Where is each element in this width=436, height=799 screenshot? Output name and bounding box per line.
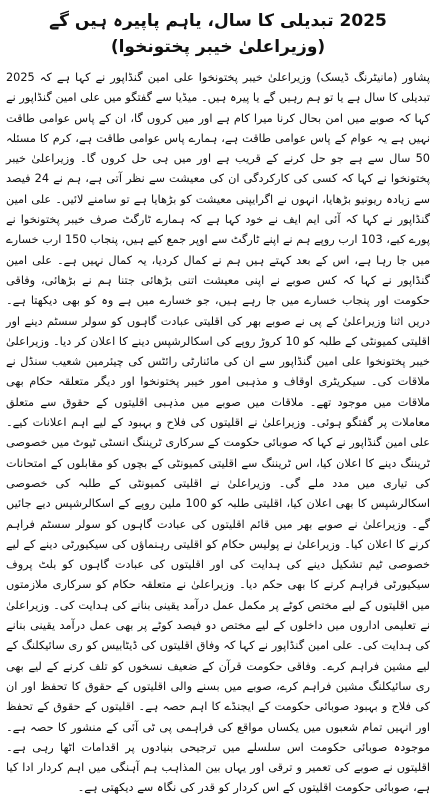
article-body: پشاور (مانیٹرنگ ڈیسک) وزیراعلیٰ خیبر پختونخوا علی امین گنڈاپور نے کہا ہے کہ 2025 تبدیلی کا سال ہے یا تو ہم رہیں گے یا پیرہ ہیں۔ میڈیا سے گفتگو میں علی امین گنڈاپور نے کہا کہ صوبے میں امن بحال کرنا میرا کام ہے اور میں کروں گا، ان کے پاس عوامی طاقت نہیں ہے یہ عوام کے پاس عوامی طاقت ہے، ہمارے پاس عوامی طاقت ہے، کرم کا مسئلہ 50 سال سے ہے جو حل کرنے کے قریب ہے اور میں ہی حل کروں گا۔ وزیراعلیٰ خیبر پختونخوا نے کہا کہ کسی کی کارکردگی ان کی معیشت سے نظر آتی ہے، ہم نے 24 فیصد سے زیادہ ریونیو بڑھایا، انہوں نے اگرایپنی معیشت کو بڑھایا ہے تو سامنے لائیں۔ علی امین گنڈاپور نے کہا کہ آئی ایم ایف نے خود کہا ہے کہ ہمارے ٹارگٹ صرف خیبر پختونخوا نے پورے کیے، 103 ارب روپے ہم نے اپنے ٹارگٹ سے اوپر جمع کیے ہیں، پنجاب 150 ارب خسارے میں جا رہا ہے، اس کے بعد کہتے ہیں ہم نے کمال کردیا، یہ کمال نہیں ہے۔ علی امین گنڈاپور نے کہا کہ کس صوبے نے اپنی معیشت اتنی بڑھائی جتنا ہم نے بڑھائی، وفاقی حکومت اور پنجاب خسارے میں جا رہے ہیں، جو خسارے میں ہے وہ کو بھی دیکھتا ہے۔ دریں اثنا وزیراعلیٰ کے پی نے صوبے بھر کی اقلیتی عبادت گاہوں کو سولر سسٹم دینے اور اقلیتی کمیونٹی کے طلبہ کو 10 کروڑ روپے کی اسکالرشپس دینے کا اعلان کر دیا۔ وزیراعلیٰ خیبر پختونخوا علی امین گنڈاپور سے ان کی مائنارٹی رائٹس کی چیئرمین شعیب سنڈل نے ملاقات کی۔ سیکریٹری اوقاف و مذہبی امور خیبر پختونخوا اور دیگر متعلقہ حکام بھی ملاقات میں موجود تھے۔ ملاقات میں صوبے میں مذہبی اقلیتوں کے حقوق سے متعلق معاملات پر گفتگو ہوئی۔ وزیراعلیٰ نے اقلیتوں کی فلاح و بہبود کے لیے اہم اعلانات کیے۔ علی امین گنڈاپور نے کہا کہ صوبائی حکومت کے سرکاری ٹریننگ انسٹی ٹیوٹ میں خصوصی ٹریننگ دینے کا اعلان کیا، اس ٹریننگ سے اقلیتی کمیونٹی کے بچوں کو مقابلوں کے امتحانات کی تیاری میں مدد ملے گی۔ وزیراعلیٰ نے اقلیتی کمیونٹی کے طلبہ کی خصوصی اسکالرشپس کا بھی اعلان کیا، اقلیتی طلبہ کو 100 ملین روپے کے اسکالرشپس دیے جائیں گے۔ وزیراعلیٰ نے صوبے بھر میں قائم اقلیتوں کی عبادت گاہوں کو سولر سسٹم فراہم کرنے کا اعلان کیا۔ وزیراعلیٰ نے پولیس حکام کو اقلیتی رہنماؤں کی سیکیورٹی دینے کے لیے خصوصی ٹیم تشکیل دینے کی ہدایت کی اور اقلیتوں کی عبادت گاہوں کو بلٹ پروف سیکیورٹی فراہم کرنے کا بھی حکم دیا۔ وزیراعلیٰ نے متعلقہ حکام کو سرکاری ملازمتوں میں اقلیتوں کے لیے مختص کوٹے پر مکمل عمل درآمد یقینی بنانے کی ہدایت کی۔ وزیراعلیٰ نے تعلیمی اداروں میں داخلوں کے لیے مختص دو فیصد کوٹے پر بھی عمل درآمد یقینی بنانے کی ہدایت کی۔ علی امین گنڈاپور نے کہا کہ وفاق اقلیتوں کی ڈیٹابیس کو ری سائیکلنگ کے لیے مشین فراہم کرے۔ وفاقی حکومت قرآن کے ضعیف نسخوں کو تلف کرنے کے لیے بھی ری سائیکلنگ مشین فراہم کرے، صوبے میں بسنے والی اقلیتوں کے حقوق کا تحفظ اور ان کی فلاح و بہبود صوبائی حکومت کے ایجنڈے کا اہم حصہ ہے۔ اقلیتوں کے حقوق کے تحفظ اور انہیں تمام شعبوں میں یکساں مواقع کی فراہمی پی ٹی آئی کے منشور کا حصہ ہے۔ موجودہ صوبائی حکومت اس سلسلے میں ترجیحی بنیادوں پر اقدامات اٹھا رہی ہے۔ اقلیتوں نے صوبے کی تعمیر و ترقی اور یہاں بین المذاہب ہم آہنگی میں اہم کردار ادا کیا ہے، صوبائی حکومت اقلیتوں کے اس کردار کو قدر کی نگاہ سے دیکھتی ہے۔ — [6, 71, 431, 795]
article-headline: 2025 تبدیلی کا سال، یاہم پاپیرہ ہیں گے (وزیراعلیٰ خیبر پختونخوا) — [49, 11, 387, 57]
